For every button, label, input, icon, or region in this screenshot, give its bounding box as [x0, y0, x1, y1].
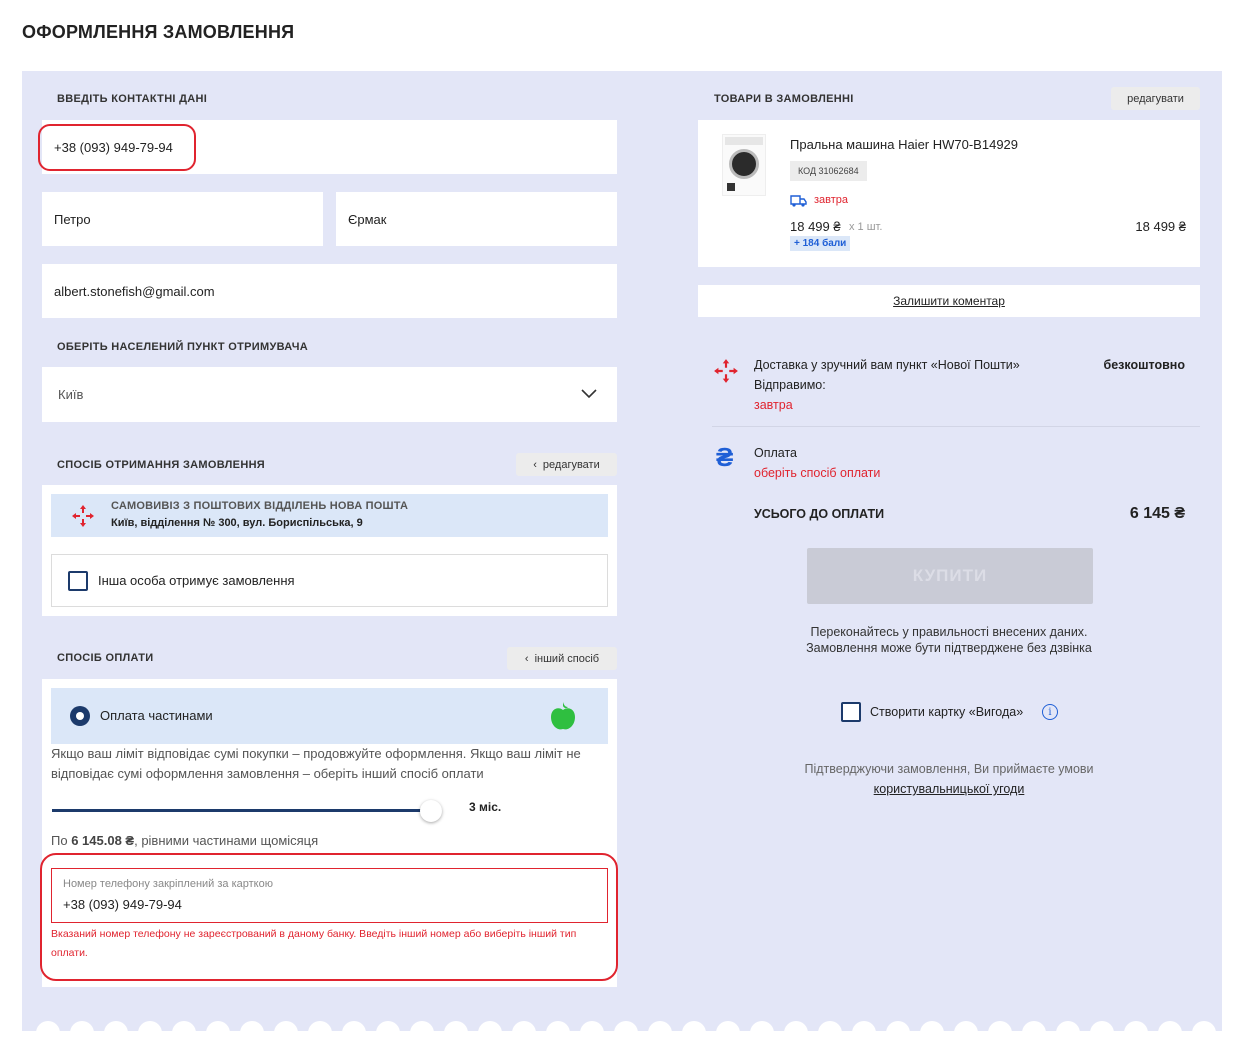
- apple-icon: [549, 700, 577, 732]
- payment-other-label: інший спосіб: [534, 652, 600, 665]
- hryvnia-icon: ₴: [716, 442, 734, 472]
- agree-text: [698, 759, 1200, 799]
- decorative-scallop-edge: [22, 1017, 1222, 1043]
- delivery-when: завтра: [814, 194, 849, 206]
- city-value: Київ: [58, 387, 84, 402]
- monthly-prefix: По: [51, 833, 68, 848]
- buy-button[interactable]: КУПИТИ: [807, 548, 1093, 604]
- vyhoda-checkbox[interactable]: [841, 702, 861, 722]
- payment-other-button[interactable]: [507, 647, 617, 670]
- term-slider[interactable]: [52, 803, 442, 819]
- card-phone-label: Номер телефону закріплений за карткою: [63, 878, 273, 890]
- scallop-circle: [172, 1021, 196, 1043]
- delivery-edit-button[interactable]: [516, 453, 617, 476]
- scallop-circle: [886, 1021, 910, 1043]
- card-phone-input[interactable]: [51, 868, 608, 923]
- scallop-circle: [750, 1021, 774, 1043]
- scallop-circle: [1192, 1021, 1216, 1043]
- order-item-card: [698, 120, 1200, 267]
- card-phone-error: Вказаний номер телефону не зареєстрований в даному банку. Введіть інший номер або виберіть інший тип оплати.: [51, 928, 577, 959]
- scallop-circle: [308, 1021, 332, 1043]
- nova-poshta-icon: [71, 504, 95, 528]
- scallop-circle: [954, 1021, 978, 1043]
- scallop-circle: [274, 1021, 298, 1043]
- product-code: КОД 31062684: [790, 161, 867, 181]
- scallop-circle: [818, 1021, 842, 1043]
- summary-divider: [712, 426, 1200, 427]
- truck-icon: [790, 195, 807, 207]
- payment-option-installments[interactable]: [51, 688, 608, 744]
- chevron-left-icon: ‹: [524, 652, 529, 665]
- scallop-circle: [580, 1021, 604, 1043]
- scallop-circle: [1056, 1021, 1080, 1043]
- last-name-value: Єрмак: [348, 211, 387, 227]
- slider-fill: [52, 809, 431, 812]
- city-select[interactable]: [42, 367, 617, 422]
- scallop-circle: [1124, 1021, 1148, 1043]
- scallop-circle: [546, 1021, 570, 1043]
- scallop-circle: [376, 1021, 400, 1043]
- vyhoda-label: Створити картку «Вигода»: [870, 705, 1024, 719]
- delivery-method-title: САМОВИВІЗ З ПОШТОВИХ ВІДДІЛЕНЬ НОВА ПОШТА: [111, 500, 409, 512]
- scallop-circle: [36, 1021, 60, 1043]
- email-value: albert.stonefish@gmail.com: [54, 283, 215, 299]
- scallop-circle: [988, 1021, 1012, 1043]
- delivery-method-address: Київ, відділення № 300, вул. Бориспільська, 9: [111, 517, 363, 529]
- scallop-circle: [920, 1021, 944, 1043]
- summary-ship-label: Відправимо:: [754, 378, 826, 392]
- other-person-label: Інша особа отримує замовлення: [98, 573, 295, 588]
- chevron-left-icon: ‹: [533, 458, 537, 471]
- summary-payment-label: Оплата: [754, 446, 797, 460]
- slider-handle[interactable]: [420, 800, 442, 822]
- nova-poshta-icon: [713, 358, 739, 384]
- scallop-circle: [852, 1021, 876, 1043]
- other-person-row[interactable]: [51, 554, 608, 607]
- scallop-circle: [70, 1021, 94, 1043]
- monthly-payment-text: [51, 833, 318, 848]
- card-phone-value: +38 (093) 949-79-94: [63, 897, 182, 912]
- total-value: 6 145 ₴: [1129, 505, 1185, 522]
- scallop-circle: [478, 1021, 502, 1043]
- check-note: [698, 624, 1200, 656]
- choose-payment-link[interactable]: оберіть спосіб оплати: [754, 466, 881, 480]
- product-image[interactable]: [722, 134, 766, 196]
- scallop-circle: [410, 1021, 434, 1043]
- product-qty: x 1 шт.: [849, 221, 883, 233]
- check-note-line-1: Переконайтесь у правильності внесених даних.: [810, 625, 1088, 639]
- payment-radio[interactable]: [70, 706, 90, 726]
- order-section-title: ТОВАРИ В ЗАМОВЛЕННІ: [714, 93, 854, 105]
- payment-card: [42, 679, 617, 987]
- scallop-circle: [716, 1021, 740, 1043]
- line-total: 18 499 ₴: [1135, 219, 1186, 234]
- scallop-circle: [614, 1021, 638, 1043]
- scallop-circle: [784, 1021, 808, 1043]
- contact-section-title: ВВЕДІТЬ КОНТАКТНІ ДАНІ: [57, 93, 208, 105]
- scallop-circle: [648, 1021, 672, 1043]
- delivery-card: [42, 485, 617, 616]
- summary-delivery-price: безкоштовно: [1103, 358, 1185, 372]
- summary-delivery-text: Доставка у зручний вам пункт «Нової Пошти»: [754, 358, 1020, 372]
- product-price: 18 499 ₴: [790, 219, 841, 234]
- scallop-circle: [104, 1021, 128, 1043]
- page-title: ОФОРМЛЕННЯ ЗАМОВЛЕННЯ: [22, 22, 295, 42]
- monthly-amount: 6 145.08 ₴: [71, 833, 135, 848]
- first-name-value: Петро: [54, 211, 91, 227]
- phone-value: +38 (093) 949-79-94: [54, 139, 173, 155]
- check-note-line-2: Замовлення може бути підтверджене без дзвінка: [806, 641, 1092, 655]
- email-input[interactable]: [42, 264, 617, 318]
- chevron-down-icon: [581, 389, 597, 399]
- payment-section-title: СПОСІБ ОПЛАТИ: [57, 652, 154, 664]
- scallop-circle: [240, 1021, 264, 1043]
- payment-option-label: Оплата частинами: [100, 708, 213, 723]
- scallop-circle: [206, 1021, 230, 1043]
- delivery-section-title: СПОСІБ ОТРИМАННЯ ЗАМОВЛЕННЯ: [57, 459, 266, 471]
- bonus-badge: + 184 бали: [790, 236, 850, 251]
- city-section-title: ОБЕРІТЬ НАСЕЛЕНИЙ ПУНКТ ОТРИМУВАЧА: [57, 341, 308, 353]
- scallop-circle: [342, 1021, 366, 1043]
- product-name[interactable]: Пральна машина Haier HW70-B14929: [790, 137, 1019, 152]
- total-label: УСЬОГО ДО ОПЛАТИ: [754, 507, 885, 521]
- monthly-suffix: , рівними частинами щомісяця: [134, 833, 319, 848]
- payment-notice: Якщо ваш ліміт відповідає сумі покупки – продовжуйте оформлення. Якщо ваш ліміт не відповідає сумі оформлення замовлення – оберіть інший спосіб оплати: [51, 746, 581, 781]
- scallop-circle: [1090, 1021, 1114, 1043]
- summary-ship-when: завтра: [754, 398, 793, 412]
- last-name-input[interactable]: [336, 192, 617, 246]
- delivery-edit-label: редагувати: [542, 458, 600, 471]
- phone-input[interactable]: [42, 120, 617, 174]
- scallop-circle: [1158, 1021, 1182, 1043]
- comment-row: [698, 285, 1200, 317]
- term-label: 3 міс.: [469, 800, 502, 814]
- other-person-checkbox[interactable]: [68, 571, 88, 591]
- leave-comment-link[interactable]: Залишити коментар: [893, 294, 1005, 308]
- scallop-circle: [138, 1021, 162, 1043]
- info-icon[interactable]: i: [1042, 704, 1058, 720]
- scallop-circle: [444, 1021, 468, 1043]
- scallop-circle: [682, 1021, 706, 1043]
- delivery-method-option[interactable]: [51, 494, 608, 537]
- scallop-circle: [1022, 1021, 1046, 1043]
- agree-text-line: Підтверджуючи замовлення, Ви приймаєте умови: [804, 762, 1094, 776]
- first-name-input[interactable]: [42, 192, 323, 246]
- order-edit-button[interactable]: редагувати: [1111, 87, 1200, 110]
- user-agreement-link[interactable]: користувальницької угоди: [873, 782, 1025, 796]
- scallop-circle: [512, 1021, 536, 1043]
